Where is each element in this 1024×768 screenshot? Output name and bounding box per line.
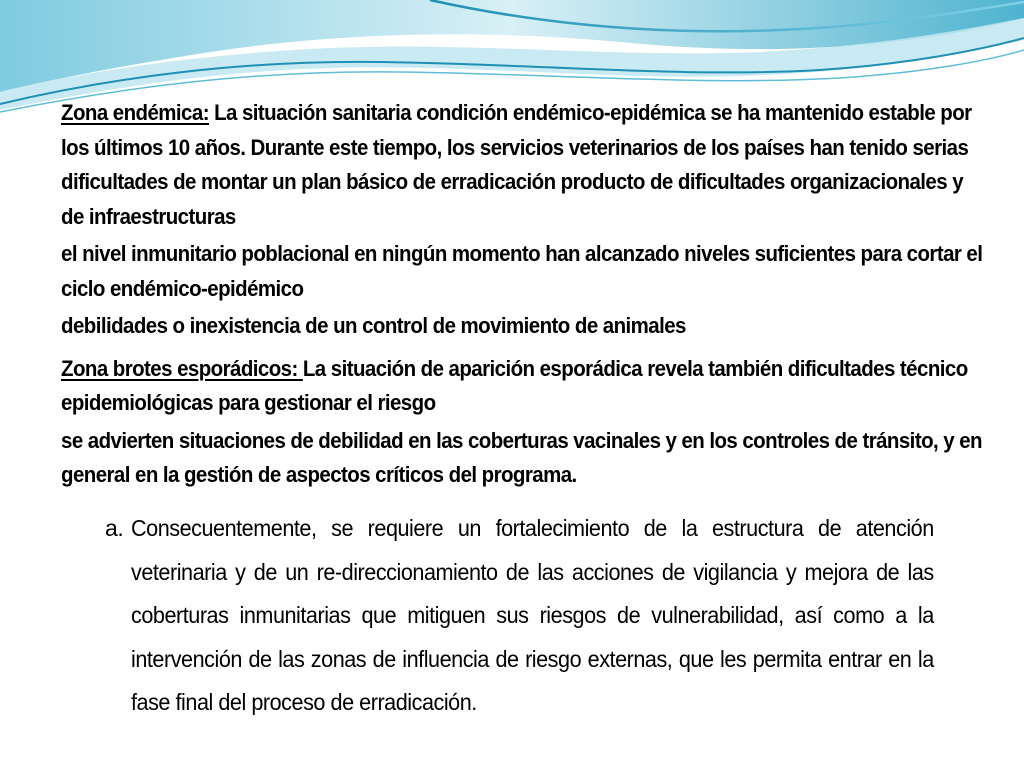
paragraph-debilidades: debilidades o inexistencia de un control de movimiento de animales (61, 313, 686, 338)
ordered-list (105, 507, 985, 725)
text-zona-brotes: La situación de aparición esporádica revela también dificultades técnico epidemiológicas para gestionar el riesgo (61, 355, 968, 415)
list-item (105, 507, 985, 725)
paragraph-debilidad-coberturas: se advierten situaciones de debilidad en las coberturas vacinales y en los controles de tránsito, y en general en la gestión de aspectos críticos del programa. (61, 427, 982, 487)
text-zona-endemica: La situación sanitaria condición endémico-epidémica se ha mantenido estable por los últimos 10 años. Durante este tiempo, los servicios veterinarios de los países han tenido serias dificultades de montar un plan básico de erradicación producto de dificultades organizacionales y de infraestructuras (61, 100, 972, 229)
list-marker: a. (105, 515, 124, 541)
label-zona-brotes: Zona brotes esporádicos: (61, 355, 303, 381)
list-item-text: Consecuentemente, se requiere un fortalecimiento de la estructura de atención veterinaria y de un re-direccionamiento de las acciones de vigilancia y mejora de las coberturas inmunitarias que mitiguen sus riesgos de vulnerabilidad, así como a la intervención de las zonas de influencia de riesgo externas, que les permita entrar en la fase final del proceso de erradicación. (131, 515, 934, 715)
paragraph-nivel-inmunitario: el nivel inmunitario poblacional en ningún momento han alcanzado niveles suficientes para cortar el ciclo endémico-epidémico (61, 241, 983, 301)
text-body (61, 96, 986, 493)
paragraph-zona-brotes (61, 352, 986, 421)
paragraph-zona-endemica (61, 96, 986, 234)
label-zona-endemica: Zona endémica: (61, 100, 209, 125)
